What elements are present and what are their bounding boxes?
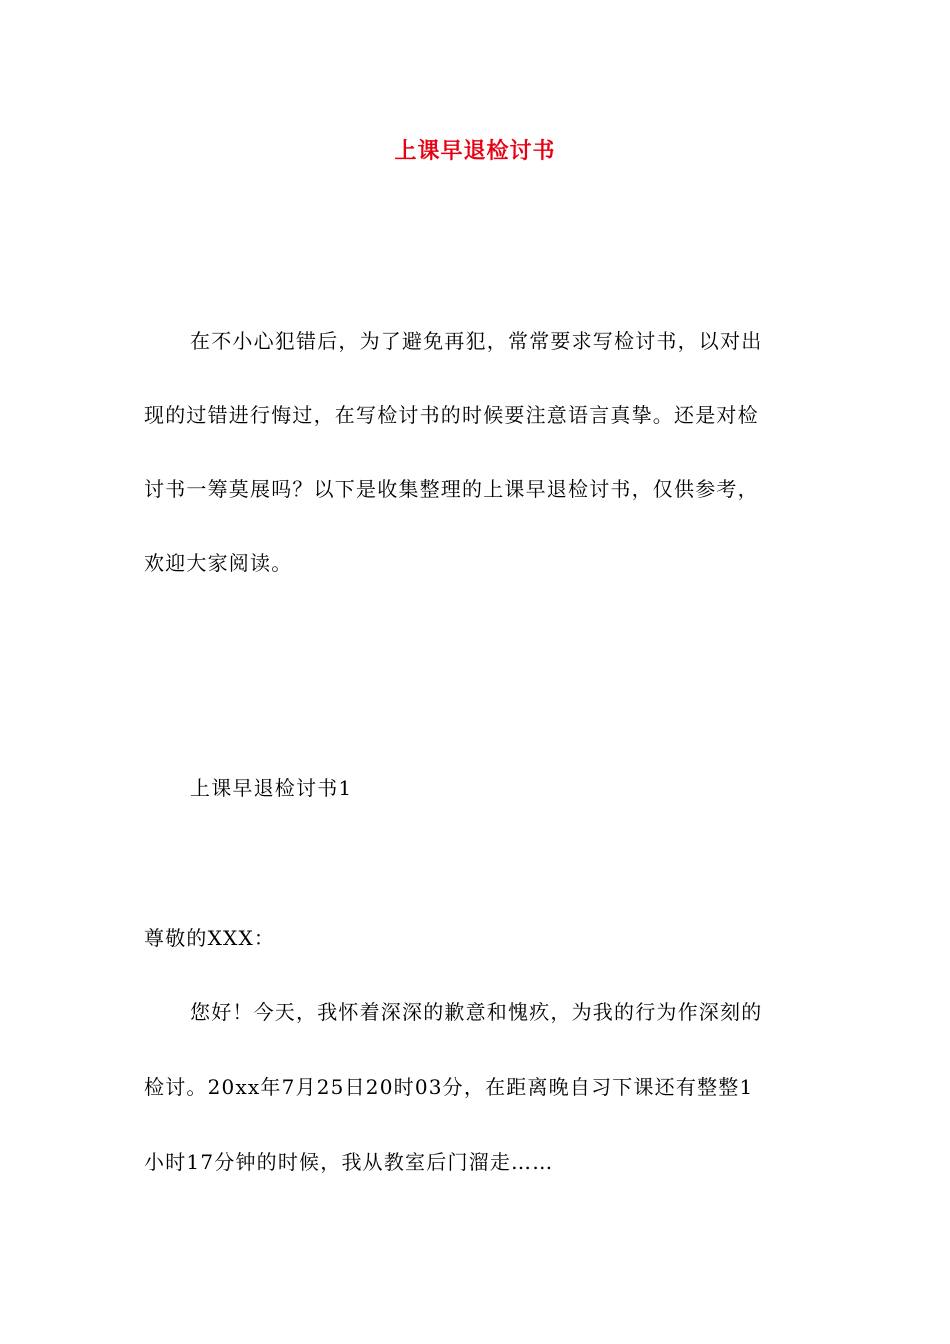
intro-line-2: 现的过错进行悔过，在写检讨书的时候要注意语言真挚。还是对检 (144, 403, 759, 427)
document-title: 上课早退检讨书 (394, 138, 556, 164)
section-heading: 上课早退检讨书1 (190, 776, 353, 800)
salutation: 尊敬的XXX： (144, 926, 276, 950)
intro-line-3: 讨书一筹莫展吗？以下是收集整理的上课早退检讨书，仅供参考， (144, 477, 759, 501)
intro-line-1: 在不小心犯错后，为了避免再犯，常常要求写检讨书，以对出 (190, 329, 763, 353)
body-line-1: 您好！今天，我怀着深深的歉意和愧疚，为我的行为作深刻的 (190, 1000, 763, 1024)
body-line-3: 小时17分钟的时候，我从教室后门溜走…… (144, 1150, 554, 1174)
intro-line-4: 欢迎大家阅读。 (144, 551, 293, 575)
body-line-2: 检讨。20xx年7月25日20时03分，在距离晚自习下课还有整整1 (144, 1075, 754, 1099)
